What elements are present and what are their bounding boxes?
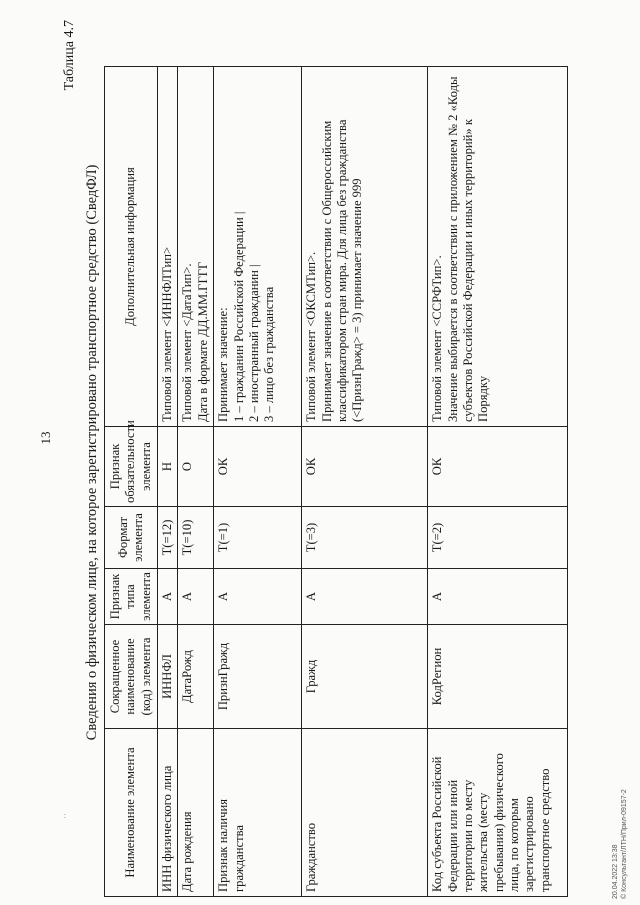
table-row	[158, 67, 178, 897]
cell-name: Дата рождения	[178, 729, 214, 897]
print-date: 20.04.2022 13:38	[612, 844, 619, 899]
header-name: Наименование элемента	[105, 729, 158, 897]
table-row	[302, 67, 428, 897]
header-type: Признак типа элемента	[105, 569, 158, 625]
cell-format: T(=1)	[214, 507, 302, 569]
cell-info: Типовой элемент <ДатаТип>. Дата в формате ДД.ММ.ГГГГ	[178, 67, 214, 427]
cell-format: T(=2)	[428, 507, 568, 569]
cell-required: Н	[158, 427, 178, 507]
print-stamp	[612, 789, 630, 899]
table-row	[214, 67, 302, 897]
cell-name: Признак наличия гражданства	[214, 729, 302, 897]
cell-name: ИНН физического лица	[158, 729, 178, 897]
table-row	[428, 67, 568, 897]
cell-code: КодРегион	[428, 625, 568, 729]
cell-required: ОК	[302, 427, 428, 507]
cell-type: А	[178, 569, 214, 625]
header-required: Признак обязательности элемента	[105, 427, 158, 507]
cell-required: О	[178, 427, 214, 507]
cell-type: А	[214, 569, 302, 625]
cell-type: А	[302, 569, 428, 625]
header-code: Сокращенное наименование (код) элемента	[105, 625, 158, 729]
data-table	[104, 66, 568, 897]
cell-code: ИННФЛ	[158, 625, 178, 729]
header-row	[105, 67, 158, 897]
cell-name: Код субъекта Российской Федерации или иной территории по месту жительства (месту пребывания) физического лица, по которым зарегистрировано транспортное средство	[428, 729, 568, 897]
cell-format: T(=3)	[302, 507, 428, 569]
cell-format: T(=10)	[178, 507, 214, 569]
cell-name: Гражданство	[302, 729, 428, 897]
page-number: 13	[38, 431, 53, 445]
cell-info: Типовой элемент <ИННФЛТип>	[158, 67, 178, 427]
cell-info: Типовой элемент <ОКСМТип>. Принимает значение в соответствии с Общероссийским классификатором стран мира. Для лица без гражданства (<ПризнГражд> = 3) принимает значение 999	[302, 67, 428, 427]
print-source: © Консультант/ЛТН/Прил-09157-2	[620, 789, 628, 899]
cell-code: ПризнГражд	[214, 625, 302, 729]
cell-info: Типовой элемент <ССРФТип>. Значение выбирается в соответствии с приложением № 2 «Коды субъектов Российской Федерации и иных территорий» к Порядку	[428, 67, 568, 427]
scan-artifact: ··	[60, 813, 70, 819]
cell-required: ОК	[428, 427, 568, 507]
cell-required: ОК	[214, 427, 302, 507]
cell-info: Принимает значение: 1 – гражданин Российской Федерации | 2 – иностранный гражданин | 3 – лицо без гражданства	[214, 67, 302, 427]
cell-code: ДатаРожд	[178, 625, 214, 729]
cell-code: Гражд	[302, 625, 428, 729]
cell-format: T(=12)	[158, 507, 178, 569]
cell-type: А	[428, 569, 568, 625]
cell-type: А	[158, 569, 178, 625]
table-label: Таблица 4.7	[62, 20, 77, 91]
header-info: Дополнительная информация	[105, 67, 158, 427]
header-format: Формат элемента	[105, 507, 158, 569]
table-row	[178, 67, 214, 897]
table-title: Сведения о физическом лице, на которое зарегистрировано транспортное средство (СведФЛ)	[84, 164, 100, 741]
